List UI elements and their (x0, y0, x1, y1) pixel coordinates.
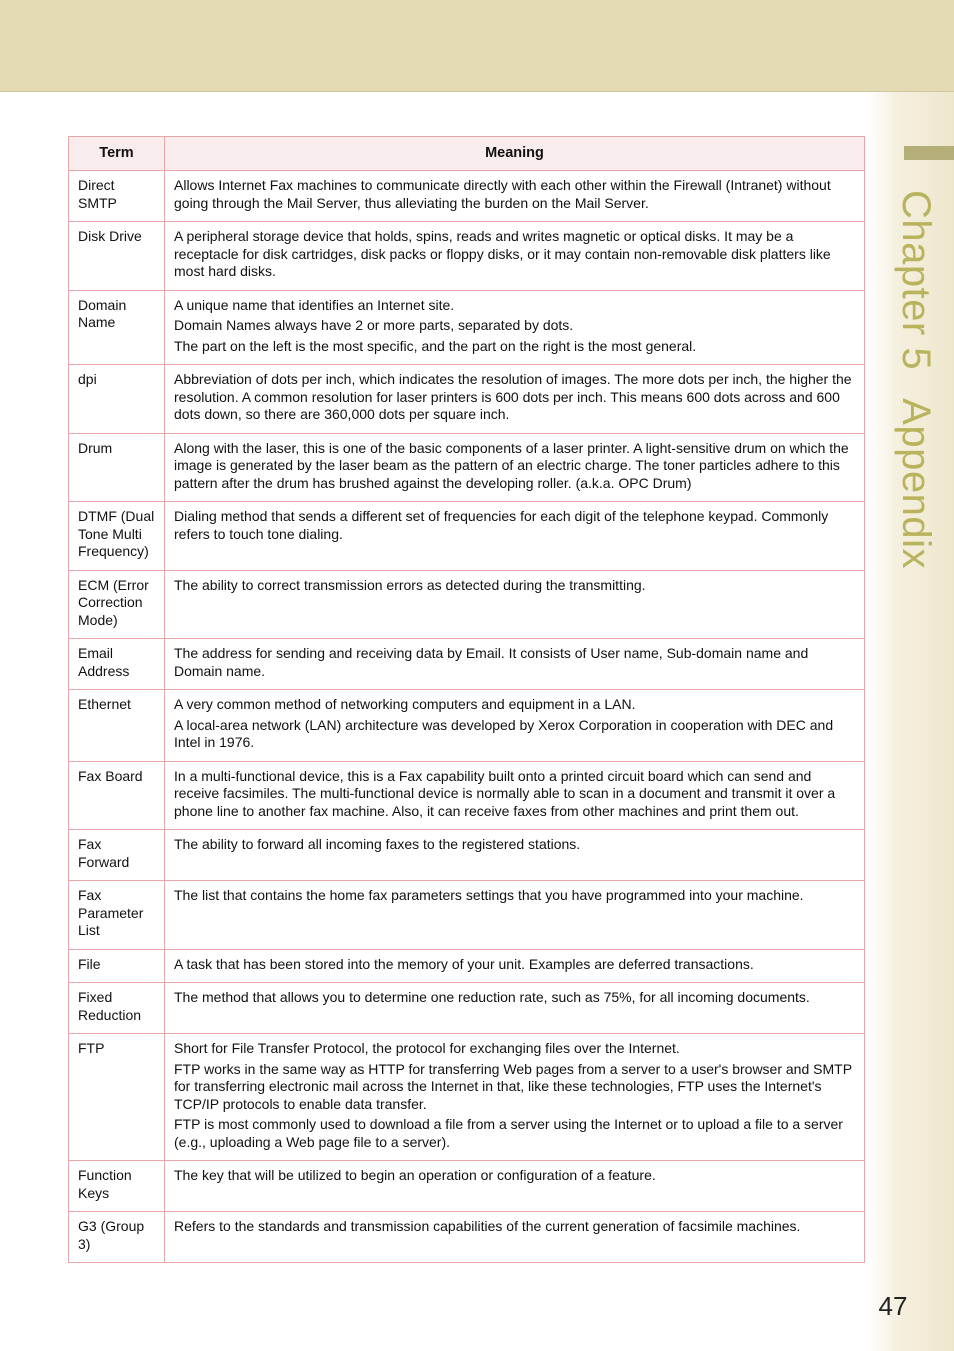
page-number: 47 (878, 1291, 908, 1321)
glossary-table (68, 136, 865, 1263)
meaning-cell (165, 570, 865, 639)
meaning-paragraph: A local-area network (LAN) architecture was developed by Xerox Corporation in cooperation with DEC and Intel in 1976. (174, 716, 834, 750)
meaning-cell (165, 1161, 865, 1212)
term-column-header: Term (69, 137, 165, 171)
term-cell: Email Address (69, 639, 165, 690)
term-cell: G3 (Group 3) (69, 1212, 165, 1263)
term-cell: Fax Parameter List (69, 881, 165, 950)
term-cell: Fixed Reduction (69, 983, 165, 1034)
table-row (69, 222, 865, 291)
meaning-paragraph: Abbreviation of dots per inch, which indicates the resolution of images. The more dots per inch, the higher the resolution. A common resolution for laser printers is 600 dots per inch. This means 600 dots across and 600 dots down, so there are 360,000 dots per square inch. (174, 371, 852, 422)
table-body (69, 171, 865, 1263)
table-row (69, 433, 865, 502)
meaning-paragraph: A task that has been stored into the memory of your unit. Examples are deferred transactions. (174, 955, 754, 972)
table-row (69, 639, 865, 690)
table-row (69, 171, 865, 222)
meaning-cell (165, 949, 865, 983)
term-cell: Disk Drive (69, 222, 165, 291)
term-cell: Domain Name (69, 290, 165, 365)
meaning-paragraph: Refers to the standards and transmission capabilities of the current generation of facsimile machines. (174, 1218, 801, 1234)
table-row (69, 1034, 865, 1161)
meaning-paragraph: A unique name that identifies an Internet site. (174, 296, 455, 313)
term-cell: File (69, 949, 165, 983)
meaning-paragraph: The part on the left is the most specific, and the part on the right is the most general. (174, 337, 697, 354)
table-row (69, 761, 865, 830)
meaning-paragraph: The list that contains the home fax parameters settings that you have programmed into your machine. (174, 887, 804, 903)
table-row (69, 1161, 865, 1212)
table-row (69, 983, 865, 1034)
meaning-paragraph: In a multi-functional device, this is a Fax capability built onto a printed circuit board which can send and receive facsimiles. The multi-functional device is normally able to scan in a document and transmit it over a phone line to another fax machine. Also, it can receive faxes from other machines and print them out. (174, 767, 836, 819)
term-cell: dpi (69, 365, 165, 434)
meaning-cell (165, 983, 865, 1034)
meaning-paragraph: Allows Internet Fax machines to communicate directly with each other within the Firewall (Intranet) without going through the Mail Server, thus alleviating the burden on the Mail Server. (174, 177, 831, 211)
chapter-title (896, 190, 936, 569)
meaning-paragraph: The key that will be utilized to begin an operation or configuration of a feature. (174, 1167, 656, 1183)
term-cell: Ethernet (69, 690, 165, 762)
chapter-label: Chapter 5 (894, 190, 938, 371)
term-cell: Direct SMTP (69, 171, 165, 222)
term-cell: ECM (Error Correction Mode) (69, 570, 165, 639)
table-row (69, 365, 865, 434)
chapter-tab-bar (904, 146, 954, 160)
meaning-paragraph: Short for File Transfer Protocol, the protocol for exchanging files over the Internet. (174, 1040, 680, 1056)
meaning-paragraph: Dialing method that sends a different set of frequencies for each digit of the telephone keypad. Commonly refers to touch tone dialing. (174, 508, 829, 542)
section-label: Appendix (894, 398, 938, 569)
term-cell: Drum (69, 433, 165, 502)
meaning-cell (165, 1034, 865, 1161)
table-header-row (69, 137, 865, 171)
meaning-cell (165, 433, 865, 502)
meaning-paragraph: FTP works in the same way as HTTP for transferring Web pages from a server to a user's browser and SMTP for transferring electronic mail across the Internet in that, like these technologies, FTP uses the Internet's TCP/IP protocols to enable data transfer. (174, 1060, 852, 1112)
meaning-paragraph: Along with the laser, this is one of the basic components of a laser printer. A light-sensitive drum on which the image is generated by the laser beam as the pattern of an electric charge. The toner particles adhere to this pattern after the drum has brushed against the developing roller. (a.k.a. OPC Drum) (174, 439, 849, 491)
meaning-cell (165, 365, 865, 434)
meaning-cell (165, 639, 865, 690)
header-band (0, 0, 954, 92)
meaning-cell (165, 881, 865, 950)
table-row (69, 570, 865, 639)
meaning-cell (165, 830, 865, 881)
meaning-cell (165, 690, 865, 762)
table-row (69, 290, 865, 365)
table-row (69, 1212, 865, 1263)
meaning-paragraph: The ability to forward all incoming faxes to the registered stations. (174, 836, 581, 852)
meaning-paragraph: The ability to correct transmission errors as detected during the transmitting. (174, 576, 646, 593)
meaning-cell (165, 222, 865, 291)
meaning-paragraph: Domain Names always have 2 or more parts, separated by dots. (174, 317, 574, 333)
meaning-column-header: Meaning (165, 137, 865, 171)
meaning-paragraph: The address for sending and receiving data by Email. It consists of User name, Sub-domain name and Domain name. (174, 645, 809, 679)
meaning-paragraph: A very common method of networking computers and equipment in a LAN. (174, 696, 636, 712)
table-row (69, 690, 865, 762)
meaning-cell (165, 171, 865, 222)
term-cell: Fax Forward (69, 830, 165, 881)
meaning-cell (165, 502, 865, 571)
meaning-paragraph: A peripheral storage device that holds, spins, reads and writes magnetic or optical disks. It may be a receptacle for disk cartridges, disk packs or floppy disks, or it may contain non-removable disk platters like most hard disks. (174, 228, 831, 279)
meaning-cell (165, 1212, 865, 1263)
table-row (69, 830, 865, 881)
term-cell: Function Keys (69, 1161, 165, 1212)
meaning-paragraph: FTP is most commonly used to download a file from a server using the Internet or to upload a file to a server (e.g., uploading a Web page file to a server). (174, 1116, 843, 1150)
meaning-cell (165, 290, 865, 365)
term-cell: DTMF (Dual Tone Multi Frequency) (69, 502, 165, 571)
table-row (69, 502, 865, 571)
table-row (69, 881, 865, 950)
term-cell: FTP (69, 1034, 165, 1161)
meaning-cell (165, 761, 865, 830)
meaning-paragraph: The method that allows you to determine one reduction rate, such as 75%, for all incoming documents. (174, 989, 810, 1005)
table-row (69, 949, 865, 983)
term-cell: Fax Board (69, 761, 165, 830)
